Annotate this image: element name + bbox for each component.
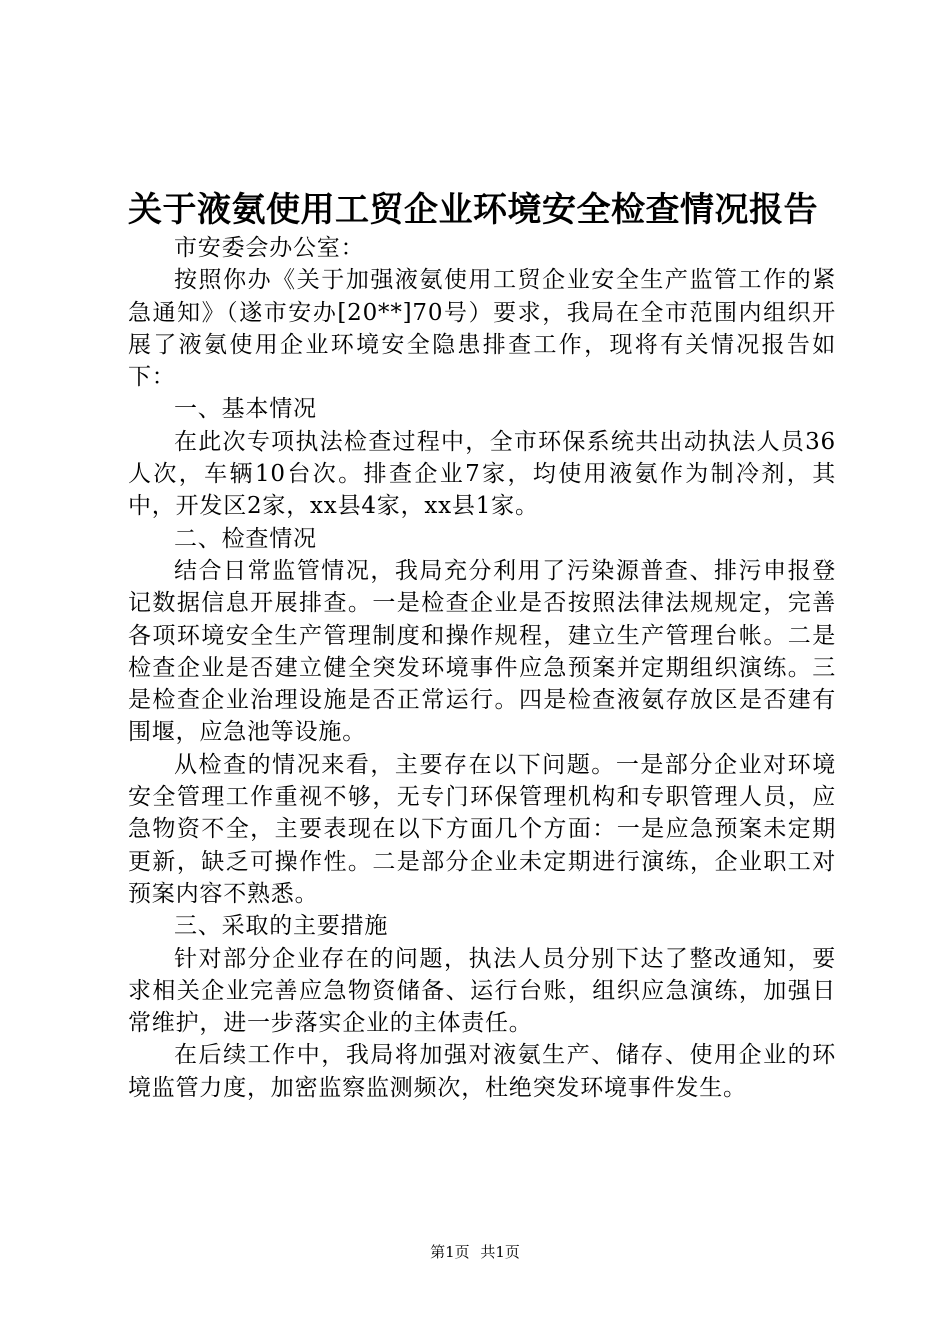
page-total: 共1页 [480, 1243, 520, 1261]
paragraph-basic: 在此次专项执法检查过程中，全市环保系统共出动执法人员36人次，车辆10台次。排查企业7家，均使用液氨作为制冷剂，其中，开发区2家，xx县4家，xx县1家。 [128, 428, 836, 520]
document-body [128, 232, 836, 1104]
page-footer [0, 1242, 950, 1262]
section-heading-basic: 一、基本情况 [174, 396, 317, 423]
addressee: 市安委会办公室： [174, 235, 365, 261]
document-title: 关于液氨使用工贸企业环境安全检查情况报告 [128, 190, 818, 230]
section-heading-inspection: 二、检查情况 [174, 525, 317, 552]
paragraph-problems: 从检查的情况来看，主要存在以下问题。一是部分企业对环境安全管理工作重视不够，无专门环保管理机构和专职管理人员，应急物资不全，主要表现在以下方面几个方面：一是应急预案未定期更新，缺乏可操作性。二是部分企业未定期进行演练，企业职工对预案内容不熟悉。 [128, 751, 836, 907]
paragraph-followup: 在后续工作中，我局将加强对液氨生产、储存、使用企业的环境监管力度，加密监察监测频次，杜绝突发环境事件发生。 [128, 1042, 836, 1101]
paragraph-measures: 针对部分企业存在的问题，执法人员分别下达了整改通知，要求相关企业完善应急物资储备、运行台账，组织应急演练，加强日常维护，进一步落实企业的主体责任。 [128, 945, 836, 1037]
paragraph-intro: 按照你办《关于加强液氨使用工贸企业安全生产监管工作的紧急通知》（遂市安办[20**]70号）要求，我局在全市范围内组织开展了液氨使用企业环境安全隐患排查工作，现将有关情况报告如下： [128, 267, 836, 391]
section-heading-measures: 三、采取的主要措施 [174, 913, 389, 940]
page-number: 第1页 [430, 1243, 470, 1261]
paragraph-inspection: 结合日常监管情况，我局充分利用了污染源普查、排污申报登记数据信息开展排查。一是检查企业是否按照法律法规规定，完善各项环境安全生产管理制度和操作规程，建立生产管理台帐。二是检查企业是否建立健全突发环境事件应急预案并定期组织演练。三是检查企业治理设施是否正常运行。四是检查液氨存放区是否建有围堰，应急池等设施。 [128, 557, 836, 746]
